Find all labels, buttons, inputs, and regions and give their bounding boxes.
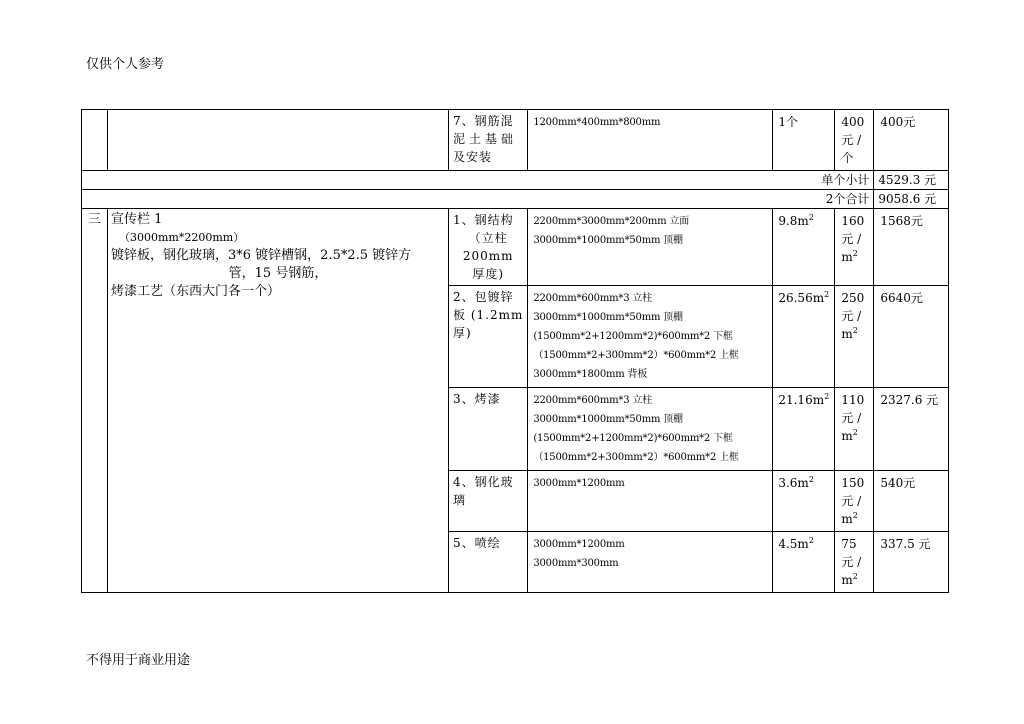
- qty-cell: $26.56m^2$: [773, 286, 835, 388]
- item-line: 2、包镀锌: [453, 290, 514, 304]
- spec-line: （1500mm*2+300mm*2）*600mm*2 上框: [533, 350, 739, 361]
- item-line: 4、钢化玻: [453, 475, 514, 489]
- item-cell: [449, 532, 528, 593]
- description-cell: [108, 110, 449, 171]
- unit-line: 个: [841, 151, 854, 165]
- qty-cell: $21.16m^2$: [773, 388, 835, 471]
- spec-line: （1500mm*2+300mm*2）*600mm*2 上框: [533, 452, 739, 463]
- item-line: 及安装: [453, 150, 493, 164]
- quote-table: [81, 109, 949, 593]
- spec-line: 3000mm*300mm: [533, 558, 619, 569]
- section-description: [108, 209, 449, 593]
- total-cell: 400元: [874, 110, 949, 171]
- unit-line: 元 /: [841, 555, 862, 569]
- unit-price-cell: [835, 209, 874, 286]
- item-line: 5、喷绘: [453, 536, 501, 550]
- unit-line: 160: [841, 214, 865, 228]
- item-cell: [449, 209, 528, 286]
- unit-line: 150: [841, 476, 865, 490]
- item-line: 3、烤漆: [453, 392, 501, 406]
- subtotal-label: 单个小计: [82, 171, 874, 190]
- unit-price-cell: [835, 286, 874, 388]
- item-cell: [449, 388, 528, 471]
- total-cell: 540元: [874, 471, 949, 532]
- spec-cell: [528, 110, 773, 171]
- unit-line: 元 /: [841, 309, 862, 323]
- item-cell: [449, 286, 528, 388]
- item-line: 厚度): [472, 267, 505, 281]
- unit-line: 元 /: [841, 494, 862, 508]
- qty-cell: 1个: [773, 110, 835, 171]
- subtotal-row: [82, 171, 949, 190]
- pair-total-value: 9058.6 元: [874, 190, 949, 209]
- subtotal-value: 4529.3 元: [874, 171, 949, 190]
- spec-line: (1500mm*2+1200mm*2)*600mm*2 下框: [533, 433, 733, 444]
- pair-total-row: [82, 190, 949, 209]
- item-line: 厚): [453, 326, 472, 340]
- qty-cell: $3.6m^2$: [773, 471, 835, 532]
- item-line: 璃: [453, 493, 467, 507]
- unit-line: $m^2$: [841, 572, 858, 587]
- unit-line: $m^2$: [841, 326, 858, 341]
- spec-cell: [528, 471, 773, 532]
- spec-line: 2200mm*3000mm*200mm 立面: [533, 216, 690, 227]
- spec-cell: [528, 532, 773, 593]
- item-line: 1、钢结构: [453, 213, 514, 227]
- total-cell: 6640元: [874, 286, 949, 388]
- spec-line: 3000mm*1000mm*50mm 顶棚: [533, 312, 683, 323]
- footer-note: 不得用于商业用途: [86, 653, 191, 668]
- qty-cell: $9.8m^2$: [773, 209, 835, 286]
- section-size: （3000mm*2200mm）: [119, 231, 245, 244]
- unit-line: 250: [841, 291, 865, 305]
- table-row: [82, 110, 949, 171]
- unit-line: 元 /: [841, 411, 862, 425]
- unit-price-cell: [835, 471, 874, 532]
- item-cell: [449, 471, 528, 532]
- spec-line: 1200mm*400mm*800mm: [533, 117, 661, 128]
- table-row: [82, 209, 949, 286]
- spec-line: 3000mm*1200mm: [533, 478, 625, 489]
- total-cell: 2327.6 元: [874, 388, 949, 471]
- section-craft: 烤漆工艺（东西大门各一个）: [111, 284, 281, 299]
- unit-price-cell: [835, 110, 874, 171]
- unit-price-cell: [835, 532, 874, 593]
- index-cell: [82, 110, 108, 171]
- unit-line: 75: [841, 537, 857, 551]
- spec-line: 3000mm*1800mm 背板: [533, 369, 648, 380]
- section-materials: 管，15 号钢筋，: [228, 266, 328, 281]
- unit-line: 元 /: [841, 232, 862, 246]
- spec-line: 3000mm*1000mm*50mm 顶棚: [533, 235, 683, 246]
- unit-line: $m^2$: [841, 511, 858, 526]
- unit-line: 元 /: [841, 133, 862, 147]
- total-cell: 1568元: [874, 209, 949, 286]
- section-title: 宣传栏 1: [111, 212, 163, 227]
- spec-cell: [528, 209, 773, 286]
- spec-line: 2200mm*600mm*3 立柱: [533, 293, 652, 304]
- unit-price-cell: [835, 388, 874, 471]
- item-cell: [449, 110, 528, 171]
- spec-line: 3000mm*1200mm: [533, 539, 625, 550]
- spec-cell: [528, 388, 773, 471]
- section-materials: 镀锌板，钢化玻璃，3*6 镀锌槽钢，2.5*2.5 镀锌方: [111, 248, 412, 263]
- unit-line: $m^2$: [841, 428, 858, 443]
- unit-line: $m^2$: [841, 249, 858, 264]
- spec-line: (1500mm*2+1200mm*2)*600mm*2 下框: [533, 331, 733, 342]
- item-line: 泥土基础: [453, 132, 518, 146]
- section-index: 三: [82, 209, 108, 593]
- spec-line: 2200mm*600mm*3 立柱: [533, 395, 652, 406]
- header-note: 仅供个人参考: [86, 57, 165, 72]
- unit-line: 400: [841, 115, 865, 129]
- spec-cell: [528, 286, 773, 388]
- total-cell: 337.5 元: [874, 532, 949, 593]
- item-line: 7、钢筋混: [453, 114, 514, 128]
- unit-line: 110: [841, 393, 865, 407]
- pair-total-label: 2个合计: [82, 190, 874, 209]
- item-line: 200mm: [462, 249, 514, 263]
- item-line: （立柱: [468, 231, 508, 245]
- item-line: 板 (1.2mm: [453, 308, 524, 322]
- spec-line: 3000mm*1000mm*50mm 顶棚: [533, 414, 683, 425]
- qty-cell: $4.5m^2$: [773, 532, 835, 593]
